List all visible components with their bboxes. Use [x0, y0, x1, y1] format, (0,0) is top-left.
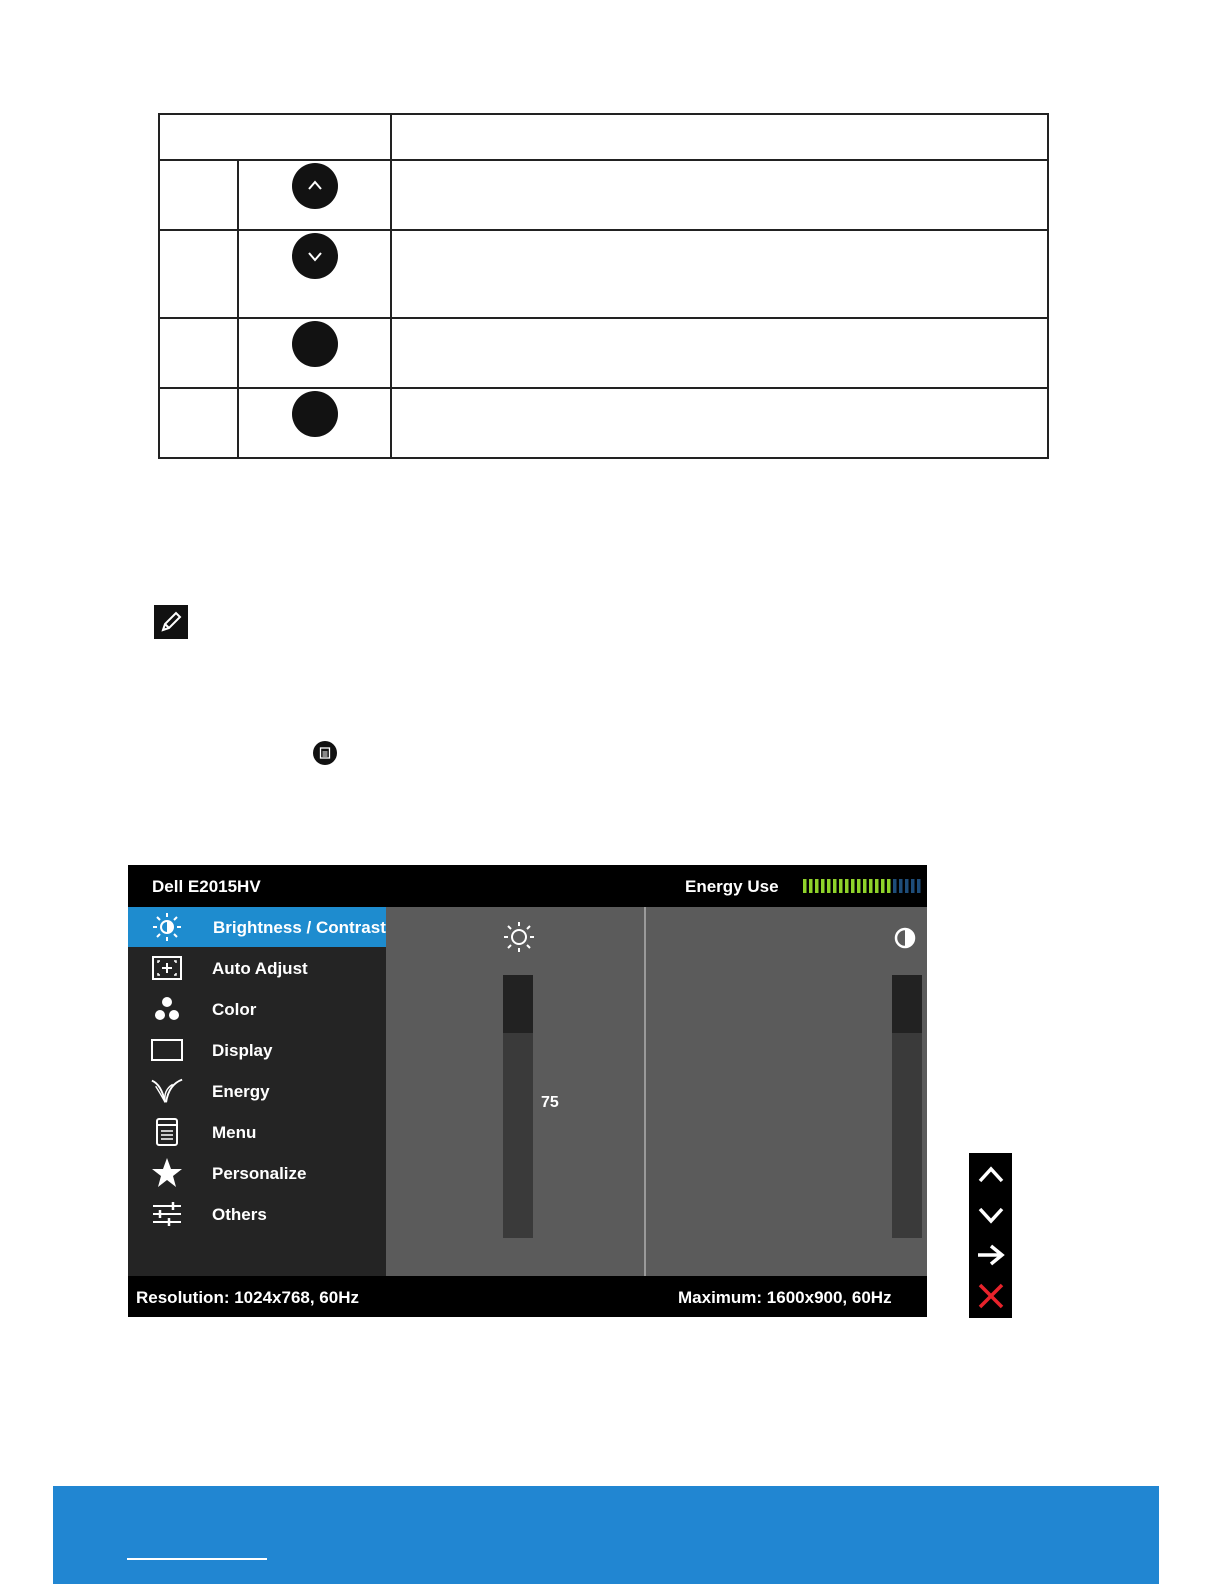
blank-round-button-icon	[292, 321, 338, 367]
energy-leaf-icon	[150, 1075, 184, 1107]
contrast-value: 75	[928, 1094, 946, 1111]
table-cell-description	[391, 160, 1048, 230]
energy-segment	[881, 879, 885, 893]
table-header-row	[159, 114, 1048, 160]
table-cell-label	[159, 388, 238, 458]
energy-segment	[821, 879, 825, 893]
osd-sidebar	[128, 907, 386, 1276]
menu-item-display[interactable]	[128, 1030, 386, 1070]
menu-button-icon	[313, 741, 337, 765]
energy-segment	[887, 879, 891, 893]
energy-use-meter	[802, 879, 922, 893]
sun-icon	[503, 921, 535, 958]
energy-segment	[899, 879, 903, 893]
table-row	[159, 230, 1048, 318]
energy-segment	[845, 879, 849, 893]
brightness-contrast-icon	[150, 911, 184, 943]
table-cell-description	[391, 388, 1048, 458]
close-x-icon[interactable]	[969, 1276, 1012, 1316]
table-cell-description	[391, 318, 1048, 388]
current-resolution: Resolution: 1024x768, 60Hz	[136, 1288, 359, 1307]
menu-item-personalize[interactable]	[128, 1153, 386, 1193]
star-icon	[150, 1157, 184, 1189]
energy-segment	[905, 879, 909, 893]
table-cell-label	[159, 230, 238, 318]
button-function-table	[158, 113, 1049, 459]
table-header-cell-button	[159, 114, 391, 160]
chevron-up-icon	[292, 163, 338, 209]
energy-segment	[803, 879, 807, 893]
energy-segment	[851, 879, 855, 893]
contrast-slider-remaining	[892, 975, 922, 1033]
table-cell-button	[238, 230, 391, 318]
menu-item-label: Personalize	[212, 1164, 307, 1183]
menu-item-label: Display	[212, 1041, 273, 1060]
osd-title: Dell E2015HV	[152, 877, 261, 896]
maximum-resolution: Maximum: 1600x900, 60Hz	[678, 1288, 892, 1307]
energy-segment	[857, 879, 861, 893]
color-icon	[150, 993, 184, 1025]
menu-item-others[interactable]	[128, 1194, 386, 1234]
energy-segment	[815, 879, 819, 893]
table-header-cell-description	[391, 114, 1048, 160]
footer-link-underline[interactable]	[127, 1558, 267, 1560]
page-footer-band	[53, 1486, 1159, 1584]
energy-segment	[875, 879, 879, 893]
contrast-slider[interactable]	[892, 975, 922, 1238]
display-icon	[150, 1034, 184, 1066]
energy-segment	[839, 879, 843, 893]
table-cell-description	[391, 230, 1048, 318]
menu-item-label: Color	[212, 1000, 257, 1019]
contrast-panel	[646, 907, 946, 1276]
table-cell-label	[159, 160, 238, 230]
note-pencil-icon	[154, 605, 188, 639]
table-cell-button	[238, 160, 391, 230]
menu-item-label: Others	[212, 1205, 267, 1224]
menu-item-brightness-contrast[interactable]	[128, 907, 386, 947]
menu-item-label: Brightness / Contrast	[213, 918, 386, 937]
table-cell-button	[238, 388, 391, 458]
table-cell-label	[159, 318, 238, 388]
energy-segment	[809, 879, 813, 893]
table-row	[159, 388, 1048, 458]
energy-segment	[833, 879, 837, 893]
blank-round-button-icon	[292, 391, 338, 437]
chevron-down-icon	[292, 233, 338, 279]
contrast-icon	[894, 927, 916, 954]
energy-segment	[893, 879, 897, 893]
menu-item-color[interactable]	[128, 989, 386, 1029]
menu-item-label: Auto Adjust	[212, 959, 308, 978]
menu-icon	[150, 1116, 184, 1148]
energy-segment	[863, 879, 867, 893]
brightness-slider[interactable]	[503, 975, 533, 1238]
brightness-slider-remaining	[503, 975, 533, 1033]
up-arrow-icon[interactable]	[969, 1155, 1012, 1195]
menu-item-label: Menu	[212, 1123, 257, 1142]
brightness-panel	[386, 907, 644, 1276]
menu-item-energy[interactable]	[128, 1071, 386, 1111]
menu-item-auto-adjust[interactable]	[128, 948, 386, 988]
energy-segment	[869, 879, 873, 893]
energy-segment	[827, 879, 831, 893]
osd-button-strip	[969, 1153, 1012, 1318]
down-arrow-icon[interactable]	[969, 1195, 1012, 1235]
energy-segment	[917, 879, 921, 893]
table-cell-button	[238, 318, 391, 388]
energy-segment	[911, 879, 915, 893]
table-row	[159, 160, 1048, 230]
osd-menu	[128, 865, 946, 1317]
menu-item-label: Energy	[212, 1082, 270, 1101]
osd-header	[128, 865, 927, 907]
table-row	[159, 318, 1048, 388]
sliders-icon	[150, 1198, 184, 1230]
right-arrow-icon[interactable]	[969, 1235, 1012, 1275]
osd-footer	[128, 1276, 927, 1317]
energy-use-label: Energy Use	[685, 877, 779, 896]
menu-item-menu[interactable]	[128, 1112, 386, 1152]
brightness-value: 75	[541, 1094, 559, 1111]
auto-adjust-icon	[150, 952, 184, 984]
